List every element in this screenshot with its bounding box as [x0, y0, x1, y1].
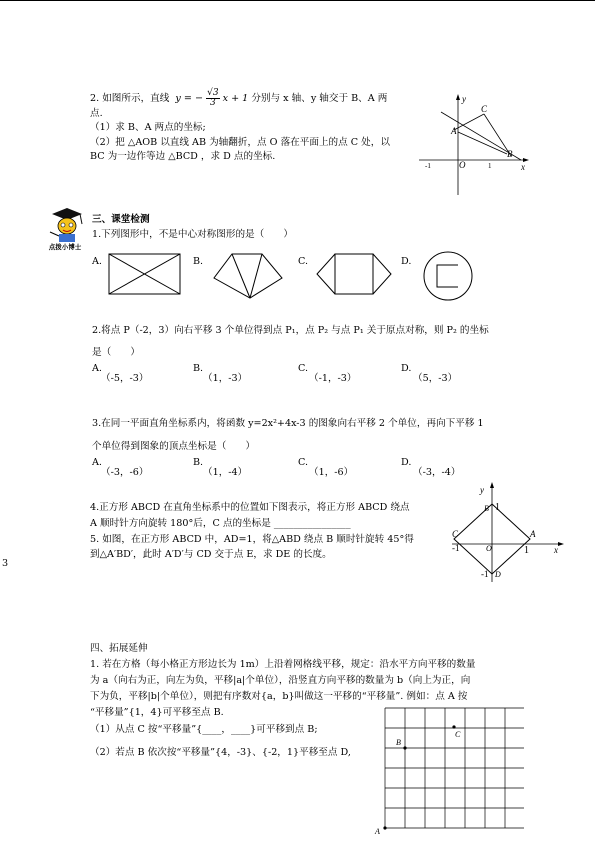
s3-q2-opt-c-val: （-1，-3）	[309, 373, 357, 384]
s3-q1-opt-d-letter: D.	[401, 256, 412, 267]
fig2-label-a: A	[530, 529, 536, 539]
fig2-y-arrow	[490, 482, 494, 488]
s3-q2-opt-d-val: （5，-3）	[413, 373, 458, 384]
s3-q2-stem-b: 是（ ）	[92, 347, 140, 358]
s3-q1-opt-b-letter: B.	[193, 256, 204, 267]
s4-line2: 为 a（向右为正，向左为负，平移|a|个单位），沿竖直方向平移的数量为 b（向上为正，向	[90, 675, 471, 686]
s3-q4-stem-a: 4.正方形 ABCD 在直角坐标系中的位置如下图表示，将正方形 ABCD 绕点	[90, 502, 410, 513]
s3-q2-stem-a: 2.将点 P（-2，3）向右平移 3 个单位得到点 P₁，点 P₂ 与点 P₁ 关于原点对称，则 P₂ 的坐标	[92, 325, 489, 336]
s3-q5-stem-a: 5. 如图，在正方形 ABCD 中，AD=1，将△ABD 绕点 B 顺时针旋转 45°得	[90, 534, 414, 545]
fig2-label-neg1-left: -1	[452, 543, 460, 553]
s4-line5: （1）从点 C 按“平移量”{____，____}可平移到点 B;	[90, 724, 318, 735]
fig2-label-x: x	[554, 545, 558, 555]
s3-q3-opt-c-val: （1，-6）	[309, 467, 354, 478]
fig2-label-d: D	[495, 570, 501, 579]
q2-part2b: BC 为一边作等边 △BCD ，求 D 点的坐标.	[90, 151, 276, 162]
s4-line3: 下为负，平移|b|个单位），则把有序数对{a，b}叫做这一平移的“平移量”. 例如：点 A 按	[90, 691, 468, 702]
q2-part2a: （2）把 △AOB 以直线 AB 为轴翻折，点 O 落在平面上的点 C 处，以	[90, 137, 390, 148]
s3-q3-stem-b: 个单位得到图象的顶点坐标是（ ）	[92, 441, 256, 452]
mascot-logo	[42, 206, 88, 252]
page-top-rule	[0, 0, 595, 1]
s3-q1-opt-a-letter: A.	[92, 256, 102, 267]
q2-part1: （1）求 B、A 两点的坐标;	[90, 122, 206, 133]
fig1-y-arrow	[456, 94, 460, 100]
fig1-label-neg1: -1	[425, 162, 431, 170]
s3-q3-opt-a-letter: A.	[92, 457, 102, 468]
figure-line-axes	[415, 92, 530, 197]
s3-q3-opt-d-letter: D.	[401, 457, 412, 468]
fig1-label-o: O	[459, 160, 466, 170]
s4-line4: “平移量”{1，4}可平移至点 B.	[90, 707, 224, 718]
s3-q1-figure-b	[210, 252, 286, 300]
fig2-label-1-top: 1	[495, 502, 500, 513]
q2-stem-b: 分别与 x 轴、y 轴交于 B、A 两	[251, 93, 388, 104]
grid-label-a: A	[375, 827, 380, 836]
q2-eq-num: √3	[207, 88, 219, 98]
fig2-x-arrow	[558, 542, 564, 546]
grid-label-b: B	[396, 738, 401, 747]
s3-q2-opt-b-val: （1，-3）	[203, 373, 248, 384]
fig1-label-b: B	[507, 149, 513, 159]
fig1-label-y: y	[462, 94, 466, 104]
s3-q3-opt-c-letter: C.	[298, 457, 309, 468]
s3-q1-figure-a	[107, 252, 183, 296]
s3-q4-stem-b: A 顺时针方向旋转 180°后，C 点的坐标是 ________________	[90, 518, 351, 529]
mascot-caption: 点拨小博士	[48, 243, 82, 251]
s3-q5-stem-b: 到△A′BD′，此时 A′D′与 CD 交于点 E，求 DE 的长度。	[90, 549, 332, 560]
s3-q2-opt-b-letter: B.	[193, 363, 204, 374]
s4-line6: （2）若点 B 依次按“平移量”{4，-3}、{-2，1}平移至点 D,	[90, 747, 351, 758]
figure-square-axes	[448, 480, 566, 584]
s3-q1-figure-d	[420, 250, 476, 302]
grid-point-a	[383, 826, 386, 829]
fig1-segment-ob	[458, 132, 507, 154]
s3-q3-opt-d-val: （-3，-4）	[413, 467, 461, 478]
grid-label-c: C	[455, 730, 461, 739]
q2-stem-a: 2. 如图所示，直线	[90, 93, 170, 104]
fig2-label-1-right: 1	[524, 545, 529, 556]
q2-stem-c: 点.	[90, 108, 103, 119]
fig2-label-y: y	[480, 485, 484, 495]
s3-q3-opt-a-val: （-3，-6）	[101, 467, 149, 478]
q2-eq-fraction	[206, 89, 219, 108]
fig1-segment-ac	[454, 114, 484, 130]
fig2-label-b: B	[484, 504, 489, 513]
s3-q3-opt-b-letter: B.	[193, 457, 204, 468]
s3-q2-opt-a-letter: A.	[92, 363, 102, 374]
fig1-label-x: x	[521, 162, 525, 172]
q2-eq-y: y = −	[175, 93, 204, 104]
s3-q3-stem-a: 3.在同一平面直角坐标系内，将函数 y=2x²+4x-3 的图象向右平移 2 个单位，再向下平移 1	[92, 418, 484, 429]
q2-eq-den: 3	[209, 98, 216, 108]
fig2-label-neg1-bottom: -1	[481, 569, 489, 579]
s3-q2-opt-a-val: （-5，-3）	[101, 373, 149, 384]
s3-q1-opt-c-letter: C.	[298, 256, 309, 267]
q2-stem-line1	[90, 89, 387, 108]
fig1-label-c: C	[481, 104, 488, 114]
s3-q1-figure-c	[313, 252, 395, 296]
translation-grid	[372, 700, 524, 836]
s3-q1-stem: 1.下列图形中，不是中心对称图形的是（ ）	[92, 229, 294, 240]
fig2-label-o: O	[486, 544, 492, 553]
q2-eq-tail: x + 1	[222, 93, 249, 104]
s3-q2-opt-c-letter: C.	[298, 363, 309, 374]
side-marker: 3	[2, 558, 9, 569]
s4-line1: 1. 若在方格（每小格正方形边长为 1m）上沿着网格线平移，规定：沿水平方向平移的数量	[90, 659, 476, 670]
section4-title: 四、拓展延伸	[90, 643, 148, 654]
grid-point-b	[403, 746, 406, 749]
section3-title: 三、课堂检测	[92, 214, 150, 225]
fig1-label-1: 1	[488, 162, 492, 170]
fig1-label-a: A	[451, 126, 457, 136]
s3-q2-opt-d-letter: D.	[401, 363, 412, 374]
s3-q3-opt-b-val: （1，-4）	[203, 467, 248, 478]
fig2-label-c: C	[452, 529, 459, 539]
grid-point-c	[452, 725, 455, 728]
